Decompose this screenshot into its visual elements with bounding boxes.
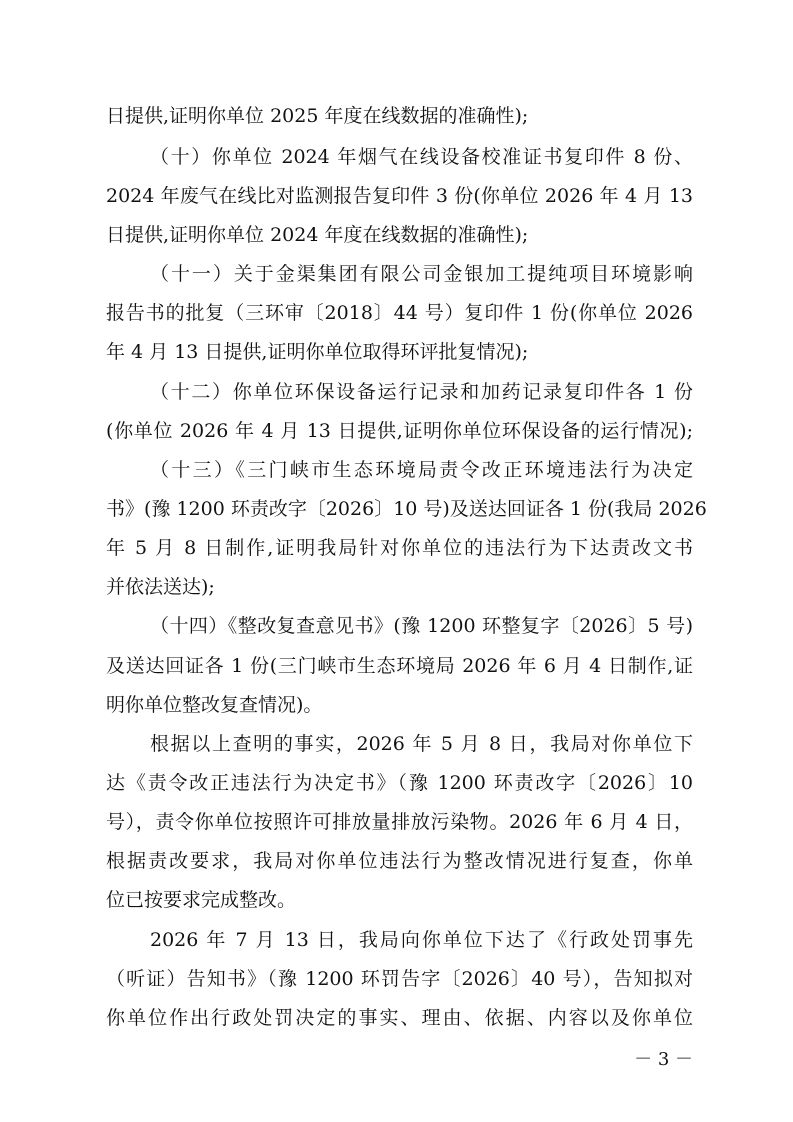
- text-line: 日提供,证明你单位 2025 年度在线数据的准确性);: [106, 105, 529, 127]
- text-line: 年 5 月 8 日制作,证明我局针对你单位的违法行为下达责改文书: [106, 537, 693, 559]
- text-line: 及送达回证各 1 份(三门峡市生态环境局 2026 年 6 月 4 日制作,证: [106, 655, 693, 677]
- text-line: （听证）告知书》（豫 1200 环罚告字〔2026〕40 号），告知拟对: [106, 968, 693, 990]
- text-line: （十）你单位 2024 年烟气在线设备校准证书复印件 8 份、: [150, 146, 693, 168]
- text-line: 报告书的批复（三环审〔2018〕44 号）复印件 1 份(你单位 2026: [106, 302, 693, 324]
- text-line: 号），责令你单位按照许可排放量排放污染物。2026 年 6 月 4 日，: [106, 811, 693, 833]
- text-line: 书》(豫 1200 环责改字〔2026〕10 号)及送达回证各 1 份(我局 2026: [106, 498, 707, 520]
- text-line: 年 4 月 13 日提供,证明你单位取得环评批复情况);: [106, 341, 529, 363]
- text-line: （十一）关于金渠集团有限公司金银加工提纯项目环境影响: [150, 263, 693, 285]
- text-line: （十二）你单位环保设备运行记录和加药记录复印件各 1 份: [150, 381, 693, 403]
- page-number: － 3 －: [634, 1049, 693, 1070]
- text-line: 2024 年废气在线比对监测报告复印件 3 份(你单位 2026 年 4 月 13: [106, 185, 693, 207]
- text-line: 你单位作出行政处罚决定的事实、理由、依据、内容以及你单位: [106, 1007, 693, 1029]
- text-line: 根据责改要求，我局对你单位违法行为整改情况进行复查，你单: [106, 850, 693, 872]
- text-line: 明你单位整改复查情况)。: [106, 694, 323, 716]
- text-line: 达《责令改正违法行为决定书》（豫 1200 环责改字〔2026〕10: [106, 772, 693, 794]
- text-line: 日提供,证明你单位 2024 年度在线数据的准确性);: [106, 224, 529, 246]
- text-line: 位已按要求完成整改。: [106, 889, 297, 911]
- text-line: (你单位 2026 年 4 月 13 日提供,证明你单位环保设备的运行情况);: [106, 420, 693, 442]
- text-line: （十三）《三门峡市生态环境局责令改正环境违法行为决定: [150, 459, 693, 481]
- text-line: 并依法送达);: [106, 576, 215, 598]
- text-line: 根据以上查明的事实，2026 年 5 月 8 日，我局对你单位下: [150, 733, 693, 755]
- text-line: （十四）《整改复查意见书》(豫 1200 环整复字〔2026〕5 号): [150, 615, 693, 637]
- text-line: 2026 年 7 月 13 日，我局向你单位下达了《行政处罚事先: [150, 929, 693, 951]
